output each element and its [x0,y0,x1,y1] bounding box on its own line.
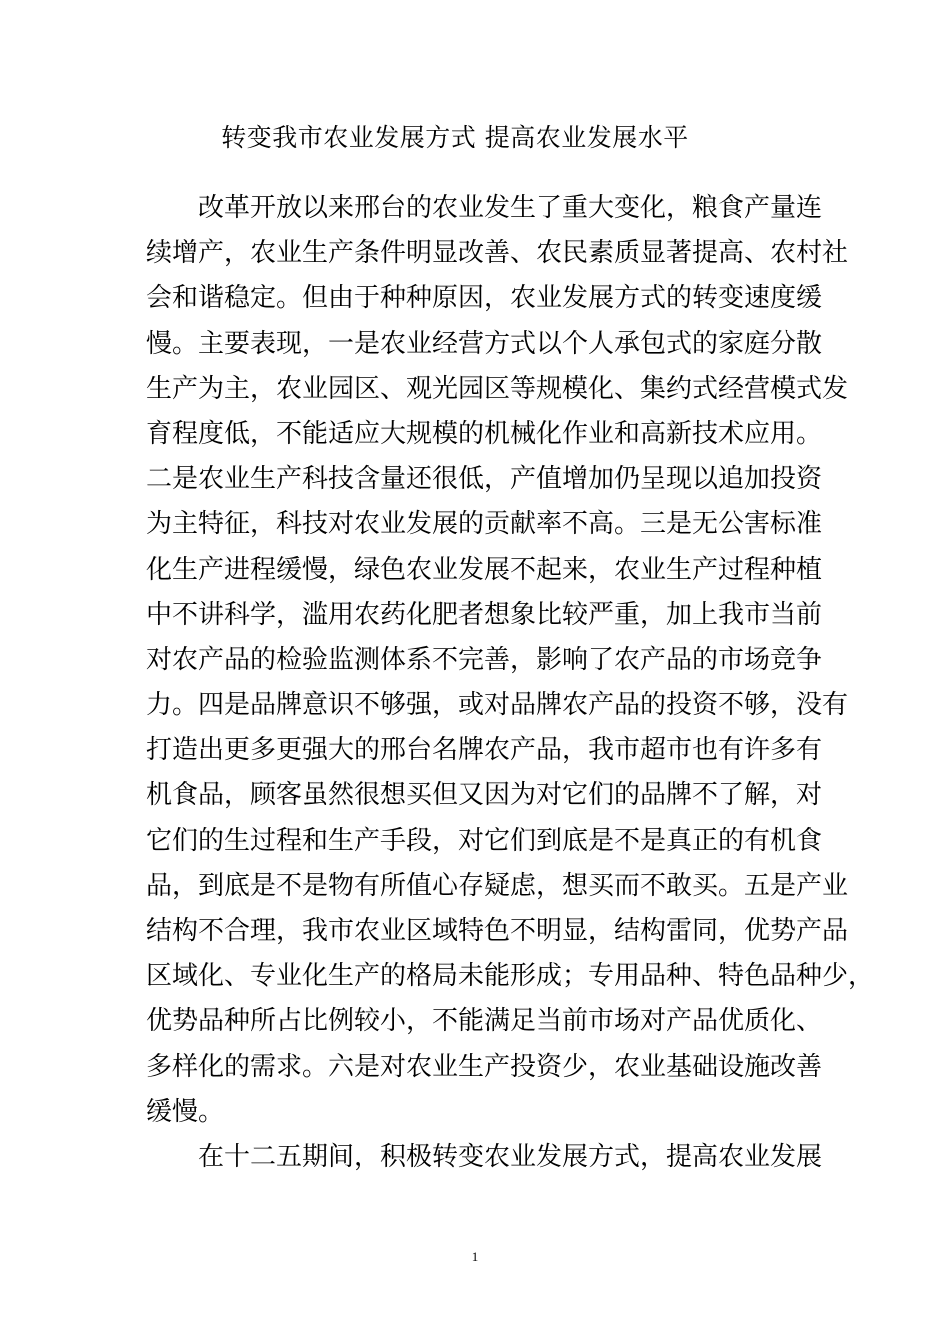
body-line: 改革开放以来邢台的农业发生了重大变化，粮食产量连 [198,193,823,223]
body-line: 机食品，顾客虽然很想买但又因为对它们的品牌不了解，对 [146,780,823,811]
body-line: 在十二五期间，积极转变农业发展方式，提高农业发展 [198,1141,823,1172]
body-line: 二是农业生产科技含量还很低，产值增加仍呈现以追加投资 [146,464,823,495]
page-number: 1 [471,1249,479,1264]
document-title: 转变我市农业发展方式 提高农业发展水平 [221,123,689,152]
body-line: 生产为主，农业园区、观光园区等规模化、集约式经营模式发 [146,373,849,404]
body-line: 结构不合理，我市农业区域特色不明显，结构雷同，优势产品 [146,916,849,946]
body-line: 育程度低，不能适应大规模的机械化作业和高新技术应用。 [146,418,823,449]
body-line: 多样化的需求。六是对农业生产投资少，农业基础设施改善 [146,1051,823,1082]
body-line: 打造出更多更强大的邢台名牌农产品，我市超市也有许多有 [146,735,823,766]
body-line: 区域化、专业化生产的格局未能形成；专用品种、特色品种少， [146,961,875,992]
body-line: 中不讲科学，滥用农药化肥者想象比较严重，加上我市当前 [146,599,823,630]
body-line: 缓慢。 [146,1096,225,1127]
body-line: 化生产进程缓慢，绿色农业发展不起来，农业生产过程种植 [146,554,823,585]
body-line: 品，到底是不是物有所值心存疑虑，想买而不敢买。五是产业 [146,870,849,901]
body-line: 会和谐稳定。但由于种种原因，农业发展方式的转变速度缓 [146,283,823,314]
body-line: 续增产，农业生产条件明显改善、农民素质显著提高、农村社 [146,238,849,269]
body-line: 优势品种所占比例较小，不能满足当前市场对产品优质化、 [146,1006,823,1037]
body-line: 为主特征，科技对农业发展的贡献率不高。三是无公害标准 [146,509,823,540]
document-body [146,186,875,1180]
body-line: 对农产品的检验监测体系不完善，影响了农产品的市场竞争 [146,644,823,675]
body-line: 力。四是品牌意识不够强，或对品牌农产品的投资不够，没有 [146,690,849,721]
body-line: 慢。主要表现，一是农业经营方式以个人承包式的家庭分散 [146,328,823,359]
body-line: 它们的生过程和生产手段，对它们到底是不是真正的有机食 [146,825,823,856]
